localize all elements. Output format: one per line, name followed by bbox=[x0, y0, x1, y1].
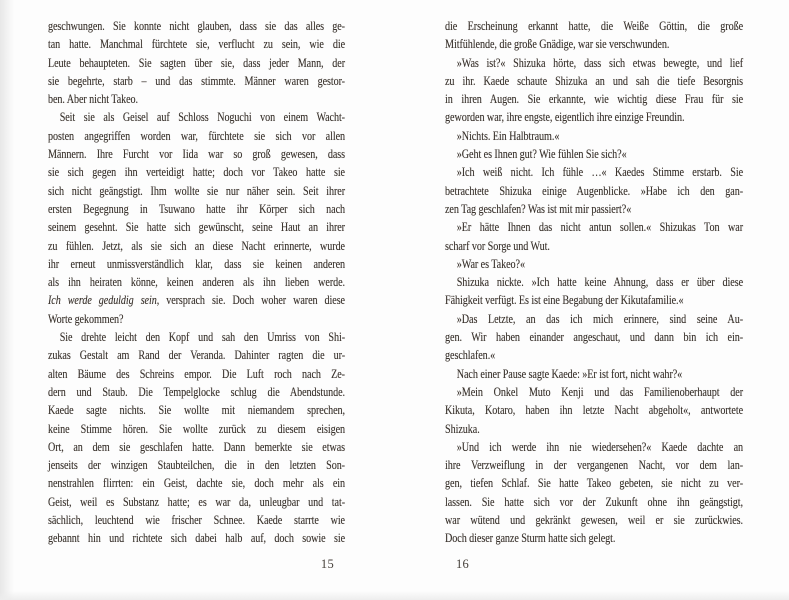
text-line: Kikuta, Kotaro, haben ihn letzte Nacht abgeholt«, antwortete bbox=[445, 402, 744, 418]
text-line: zu ihr. Kaede schaute Shizuka an und sah die tiefe Besorgnis bbox=[445, 72, 744, 88]
text-line: sich nicht geängstigt. Ihm wollte sie nur näher sein. Seit ihrer bbox=[48, 182, 345, 198]
text-line: geworden war, ihre engste, eigentlich ihre einzige Freundin. bbox=[445, 109, 685, 125]
page-edge-shadow-left bbox=[0, 0, 14, 600]
text-line: »Ich weiß nicht. Ich fühle …« Kaedes Stimme erstarb. Sie bbox=[456, 164, 744, 180]
text-line: Mitfühlende, die große Gnädige, war sie verschwunden. bbox=[445, 36, 670, 52]
text-segment: , versprach sie. Doch woher waren diese bbox=[156, 292, 345, 308]
text-line: jenseits der winzigen Staubteilchen, die in den letzten Son- bbox=[48, 457, 345, 473]
right-page-number: 16 bbox=[456, 557, 470, 571]
text-line: gebannt hin und richtete sich dabei halb auf, doch sowie sie bbox=[48, 530, 345, 546]
text-line: Männern. Ihre Furcht vor Iida war so groß gewesen, dass bbox=[48, 146, 345, 162]
text-line: posten angegriffen worden war, fürchtete sie sich vor allen bbox=[48, 127, 345, 143]
text-line: »Was ist?« Shizuka hörte, dass sich etwas bewegte, und lief bbox=[456, 54, 744, 70]
text-line: geschlafen.« bbox=[445, 347, 496, 363]
text-line: sie sich gegen ihn verteidigt hatte; doch vor Takeo hatte sie bbox=[48, 164, 345, 180]
text-line: »War es Takeo?« bbox=[456, 255, 526, 271]
text-line: seinem gesehnt. Sie hatte sich gewünscht, seine Haut an ihrer bbox=[48, 219, 345, 235]
text-line: Leute behaupteten. Sie sagten über sie, dass jeder Mann, der bbox=[48, 54, 345, 70]
text-line: ihre Verzweiflung in der vergangenen Nacht, vor dem lan- bbox=[445, 457, 744, 473]
text-line: geschwungen. Sie konnte nicht glauben, dass sie das alles ge- bbox=[48, 18, 345, 33]
text-line: Fähigkeit verfügt. Es ist eine Begabung der Kikutafamilie.« bbox=[445, 292, 684, 308]
text-line: als ihn heiraten könne, keinen anderen als ihn lieben werde. bbox=[48, 274, 345, 290]
text-line: Sie drehte leicht den Kopf und sah den Umriss von Shi- bbox=[59, 329, 345, 345]
text-line: »Und ich werde ihn nie wiedersehen?« Kaede dachte an bbox=[456, 438, 744, 454]
text-line: lassen. Sie hatte sich vor der Zukunft ohne ihn geängstigt, bbox=[445, 493, 744, 509]
text-line: keine Stimme hören. Sie wollte zurück zu diesem eisigen bbox=[48, 420, 345, 436]
text-line: gen, tiefen Schlaf. Sie hatte Takeo gebeten, sie nicht zu ver- bbox=[445, 475, 744, 491]
text-line: nenstrahlen flirrten: ein Geist, dachte sie, doch mehr als ein bbox=[48, 475, 345, 491]
text-line: Geist, weil es Substanz hatte; es war da, unleugbar und tat- bbox=[48, 493, 345, 509]
text-line: »Das Letzte, an das ich mich erinnere, sind seine Au- bbox=[456, 310, 744, 326]
text-line: alten Bäume des Schreins empor. Die Luft roch nach Ze- bbox=[48, 365, 345, 381]
text-line: Nach einer Pause sagte Kaede: »Er ist fort, nicht wahr?« bbox=[456, 365, 683, 381]
text-line: ihr erneut unmissverständlich klar, dass sie keinen anderen bbox=[48, 255, 345, 271]
text-line bbox=[48, 291, 345, 309]
text-line: Shizuka. bbox=[445, 420, 480, 436]
text-line: Doch dieser ganze Sturm hatte sich gelegt. bbox=[445, 530, 616, 546]
text-line: zen Tag geschlafen? Was ist mit mir passiert?« bbox=[445, 200, 632, 216]
text-line: »Mein Onkel Muto Kenji und das Familienoberhaupt der bbox=[456, 383, 744, 399]
text-line: tan hatte. Manchmal fürchtete sie, verflucht zu sein, wie die bbox=[48, 36, 345, 52]
text-line: ersten Begegnung in Tsuwano hatte ihr Körper sich nach bbox=[48, 200, 345, 216]
text-line: »Er hätte Ihnen das nicht antun sollen.« Shizukas Ton war bbox=[456, 219, 744, 235]
right-page bbox=[445, 17, 743, 548]
text-line: sächlich, leuchtend wie frischer Schnee. Kaede starrte wie bbox=[48, 512, 345, 528]
text-line: Seit sie als Geisel auf Schloss Noguchi von einem Wacht- bbox=[59, 109, 345, 125]
page-edge-shadow-bottom bbox=[0, 591, 789, 600]
text-line: Shizuka nickte. »Ich hatte keine Ahnung, dass er über diese bbox=[456, 274, 744, 290]
text-line: betrachtete Shizuka einige Augenblicke. »Habe ich den gan- bbox=[445, 182, 744, 198]
text-line: Ort, an dem sie geschlafen hatte. Dann bemerkte sie etwas bbox=[48, 438, 345, 454]
italic-text-segment: Ich werde geduldig sein bbox=[48, 292, 157, 308]
left-page bbox=[48, 17, 345, 548]
text-line: zukas Gestalt am Rand der Veranda. Dahinter ragten die ur- bbox=[48, 347, 345, 363]
text-line: zu fühlen. Jetzt, als sie sich an diese Nacht erinnerte, wurde bbox=[48, 237, 345, 253]
text-line: Kaede sagte nichts. Sie wollte mit niemandem sprechen, bbox=[48, 402, 345, 418]
text-line: »Geht es Ihnen gut? Wie fühlen Sie sich?« bbox=[456, 146, 627, 162]
text-line: gen. Wir haben einander angeschaut, und dann bin ich ein- bbox=[445, 329, 744, 345]
text-line: dern und Staub. Die Tempelglocke schlug die Abendstunde. bbox=[48, 383, 345, 399]
text-line: »Nichts. Ein Halbtraum.« bbox=[456, 127, 560, 143]
text-line: ben. Aber nicht Takeo. bbox=[48, 91, 138, 107]
text-line: Worte gekommen? bbox=[48, 310, 124, 326]
left-page-number: 15 bbox=[320, 557, 334, 571]
text-line: die Erscheinung erkannt hatte, die Weiße Göttin, die große bbox=[445, 18, 744, 33]
text-line: war wütend und gekränkt gewesen, weil er sie zurückwies. bbox=[445, 512, 744, 528]
text-line: sie begehrte, starb – und das stimmte. Männer waren gestor- bbox=[48, 72, 345, 88]
text-line: in ihren Augen. Sie erkannte, wie wichtig diese Frau für sie bbox=[445, 91, 744, 107]
text-line: scharf vor Sorge und Wut. bbox=[445, 237, 550, 253]
